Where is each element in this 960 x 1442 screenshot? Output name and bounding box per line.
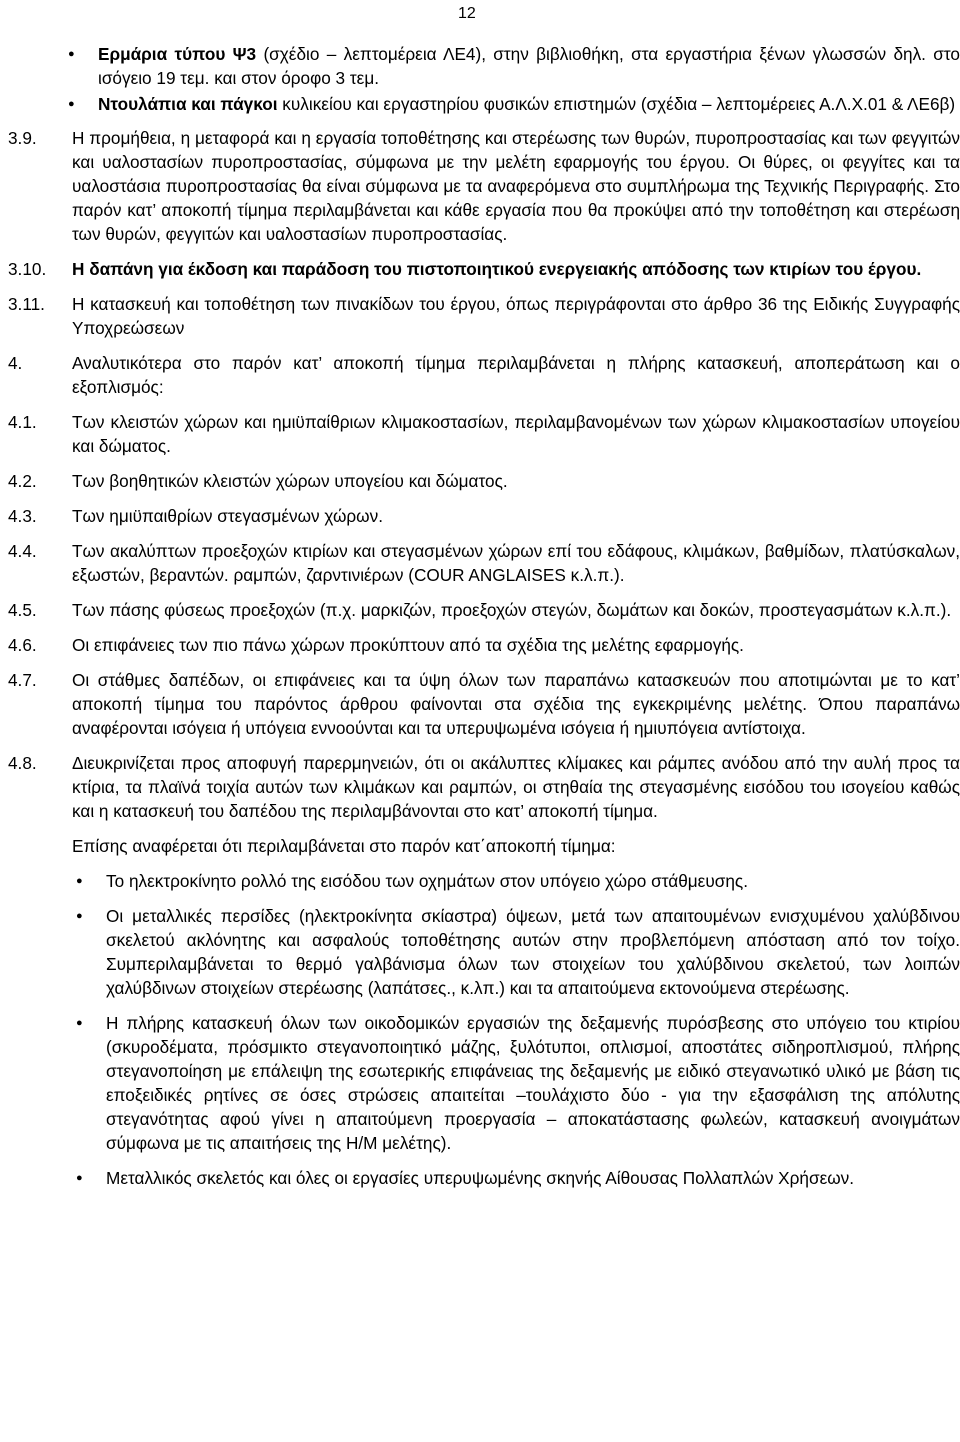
list-item: ● Μεταλλικός σκελετός και όλες οι εργασίες υπερυψωμένης σκηνής Αίθουσας Πολλαπλών Χρήσεων. [76,1166,960,1190]
section-number: 4.5. [8,600,37,620]
section-text: Η προμήθεια, η μεταφορά και η εργασία τοποθέτησης και στερέωσης των θυρών, πυροπροστασίας και των φεγγιτών και υαλοστασίων πυροπροστασίας, σύμφωνα με την μελέτη εφαρμογής του έργου. Οι θύρες, οι φεγγίτες και τα υαλοστάσια πυροπροστασίας θα είναι σύμφωνα με τα αναφερόμενα στο συμπλήρωμα της Τεχνικής Περιγραφής. Στο παρόν κατ’ αποκοπή τίμημα περιλαμβάνεται και κάθε εργασία που θα προκύψει από την τοποθέτηση και στερέωση των θυρών, φεγγιτών και υαλοστασίων πυροπροστασίας. [72,128,960,244]
section-4-3 [8,504,960,528]
section-4-1 [8,410,960,458]
section-text: Των κλειστών χώρων και ημιϋπαίθριων κλιμακοστασίων, περιλαμβανομένων των χώρων κλιμακοστασίων υπογείου και δώματος. [72,412,960,456]
section-number: 3.10. [8,259,47,279]
section-4-2 [8,469,960,493]
list-item: ● Η πλήρης κατασκευή όλων των οικοδομικών εργασιών της δεξαμενής πυρόσβεσης στο υπόγειο του κτιρίου (σκυροδέματα, πρόσμικτο στεγανοποιητικό μάζης, ξυλότυποι, οπλισμοί, αποστάτες σιδηροπλισμού, πλήρης στεγανοποίηση με επάλειψη της εσωτερικής επιφάνειας της δεξαμενής με ειδικό στεγανωτικό υλικό με βάση τις εποξειδικές ρητίνες σε όσες στρώσεις απαιτείται –τουλάχιστο δύο - για την εξασφάλιση της απόλυτης στεγανότητας αφού γίνει η απαιτούμενη προεργασία – αποκατάστασης φωλεών, κατασκευή ανοιγμάτων σύμφωνα με τις απαιτήσεις της Η/Μ μελέτης). [76,1011,960,1155]
section-number: 4.3. [8,506,37,526]
section-text: Των πάσης φύσεως προεξοχών (π.χ. μαρκιζών, προεξοχών στεγών, δωμάτων και δοκών, προστεγασμάτων κ.λ.π.). [72,600,952,620]
section-text: Οι επιφάνειες των πιο πάνω χώρων προκύπτουν από τα σχέδια της μελέτης εφαρμογής. [72,635,744,655]
list-item [68,42,960,90]
section-number: 4.8. [8,753,37,773]
list-item: ● Οι μεταλλικές περσίδες (ηλεκτροκίνητα σκίαστρα) όψεων, μετά των απαιτουμένων ενισχυμένου χαλύβδινου σκελετού ακλόνητης και ασφαλούς τοποθέτησης αυτών στην προβλεπόμενη απόσταση από τον τοίχο. Συμπεριλαμβάνεται το θερμό γαλβάνισμα όλων των στοιχείων του χαλύβδινου σκελετού, των λοιπών χαλύβδινων στοιχείων στερέωσης (λαπάτσες., κ.λπ.) και τα απαιτούμενα εκτονούμενα στερέωσης. [76,904,960,1000]
intro-paragraph: Επίσης αναφέρεται ότι περιλαμβάνεται στο παρόν κατ΄αποκοπή τίμημα: [72,836,616,856]
section-4-5 [8,598,960,622]
section-text: Διευκρινίζεται προς αποφυγή παρερμηνειών, ότι οι ακάλυπτες κλίμακες και ράμπες ανόδου από την αυλή προς τα κτίρια, τα πλαϊνά τοιχία αυτών των κλιμάκων και ραμπών, οι στηθαία της στεγασμένης εισόδου του ισογείου καθώς και η κατασκευή του δαπέδου της περιλαμβάνονται στο κατ’ αποκοπή τίμημα. [72,753,960,821]
document-body [8,42,960,1192]
list-item: ● Το ηλεκτροκίνητο ρολλό της εισόδου των οχημάτων στον υπόγειο χώρο στάθμευσης. [76,869,960,893]
section-number: 4. [8,353,23,373]
section-number: 4.6. [8,635,37,655]
section-text: Οι στάθμες δαπέδων, οι επιφάνειες και τα ύψη όλων των παραπάνω κατασκευών που αποτιμώνται με το κατ’ αποκοπή τίμημα του παρόντος άρθρου φαίνονται στα σχέδια της εγκεκριμένης μελέτης. Όπου παραπάνω αναφέρονται ισόγεια ή υπόγεια εννοούνται και τα υπερυψωμένα ισόγεια ή ημιυπόγεια αντίστοιχα. [72,670,960,738]
section-4-8 [8,751,960,823]
item-title: Ερμάρια τύπου Ψ3 [98,44,257,64]
section-4 [8,351,960,399]
section-text: Η δαπάνη για έκδοση και παράδοση του πιστοποιητικού ενεργειακής απόδοσης των κτιρίων του έργου. [72,259,922,279]
page-number: 12 [458,5,476,22]
section-text: Των βοηθητικών κλειστών χώρων υπογείου και δώματος. [72,471,508,491]
section-number: 4.1. [8,412,37,432]
section-number: 4.4. [8,541,37,561]
section-number: 4.7. [8,670,37,690]
section-number: 3.9. [8,128,37,148]
section-text: Των ημιϋπαιθρίων στεγασμένων χώρων. [72,506,383,526]
section-number: 3.11. [8,294,45,314]
section-4-6 [8,633,960,657]
item-text: (σχέδιο – λεπτομέρεια ΛΕ4), στην βιβλιοθήκη, στα εργαστήρια ξένων γλωσσών δηλ. στο ισόγειο 19 τεμ. και στον όροφο 3 τεμ. [98,44,960,88]
section-4-4 [8,539,960,587]
section-text: Αναλυτικότερα στο παρόν κατ’ αποκοπή τίμημα περιλαμβάνεται η πλήρης κατασκευή, αποπεράτωση και ο εξοπλισμός: [72,353,960,397]
section-3-9 [8,126,960,246]
item-text: κυλικείου και εργαστηρίου φυσικών επιστημών (σχέδια – λεπτομέρειες Α.Λ.Χ.01 & ΛΕ6β) [277,94,956,114]
section-number: 4.2. [8,471,37,491]
list-item [68,92,960,116]
section-text: Η κατασκευή και τοποθέτηση των πινακίδων του έργου, όπως περιγράφονται στο άρθρο 36 της Ειδικής Συγγραφής Υποχρεώσεων [72,294,960,338]
section-3-10 [8,257,960,281]
section-4-7 [8,668,960,740]
section-3-11 [8,292,960,340]
item-title: Ντουλάπια και πάγκοι [98,94,278,114]
section-text: Των ακαλύπτων προεξοχών κτιρίων και στεγασμένων χώρων επί του εδάφους, κλιμάκων, βαθμίδων, πλατύσκαλων, εξωστών, βεραντών. ραμπών, ζαρντινιέρων (COUR ANGLAISES κ.λ.π.). [72,541,960,585]
